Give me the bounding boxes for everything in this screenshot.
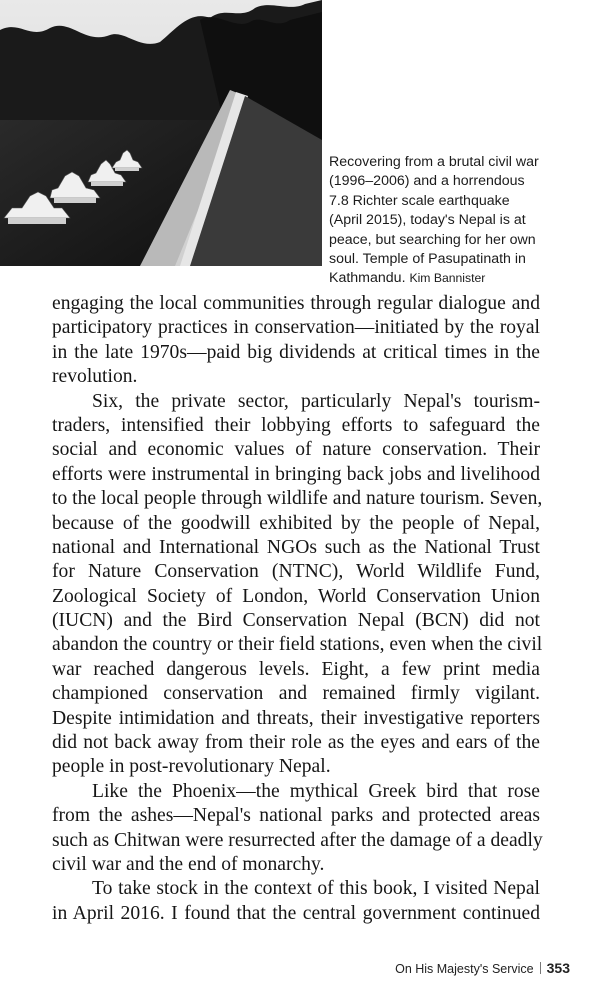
paragraph-1: [52, 292, 540, 390]
footer-divider: [540, 962, 541, 974]
text-line: for Nature Conservation (NTNC), World Wildlife Fund,: [52, 561, 540, 583]
text-line: revolution.: [52, 366, 138, 388]
text-line: To take stock in the context of this book, I visited Nepal: [92, 878, 540, 900]
photo-caption: [329, 153, 591, 289]
text-line: Six, the private sector, particularly Nepal's tourism-: [92, 390, 540, 412]
caption-line: soul. Temple of Pasupatinath in: [329, 251, 526, 268]
caption-line-last: [329, 269, 591, 288]
text-line: participatory practices in conservation—initiated by the royal: [52, 317, 540, 339]
caption-text: Kathmandu.: [329, 270, 406, 287]
paragraph-4: [52, 877, 540, 926]
text-line: from the ashes—Nepal's national parks and protected areas: [52, 805, 540, 827]
text-line: civil war and the end of monarchy.: [52, 853, 325, 875]
caption-line: Recovering from a brutal civil war: [329, 154, 539, 170]
text-line: such as Chitwan were resurrected after the damage of a deadly: [52, 829, 543, 851]
temple-photo: [0, 0, 322, 266]
caption-line: peace, but searching for her own: [329, 231, 536, 248]
text-line: Like the Phoenix—the mythical Greek bird that rose: [92, 780, 540, 802]
text-line: championed conservation and remained firmly vigilant.: [52, 683, 540, 705]
photo-credit: Kim Bannister: [409, 271, 486, 286]
temple-photo-illustration: [0, 0, 322, 266]
text-line: traders, intensified their lobbying efforts to safeguard the: [52, 414, 540, 436]
text-line: in April 2016. I found that the central government continued: [52, 902, 540, 924]
text-line: people in post-revolutionary Nepal.: [52, 756, 331, 778]
page-footer: [395, 960, 570, 976]
caption-line: (April 2015), today's Nepal is at: [329, 212, 526, 229]
text-line: efforts were instrumental in bringing back jobs and livelihood: [52, 463, 540, 485]
text-line: engaging the local communities through regular dialogue and: [52, 293, 540, 314]
text-line: because of the goodwill exhibited by the people of Nepal,: [52, 512, 540, 534]
running-title: On His Majesty's Service: [395, 962, 534, 976]
text-line: Despite intimidation and threats, their investigative reporters: [52, 707, 540, 729]
paragraph-3: [52, 780, 543, 878]
text-line: social and economic values of nature conservation. Their: [52, 439, 540, 461]
text-line: national and International NGOs such as the National Trust: [52, 536, 540, 558]
body-text: [52, 292, 543, 926]
caption-line: 7.8 Richter scale earthquake: [329, 192, 510, 209]
text-line: did not back away from their role as the eyes and ears of the: [52, 732, 540, 754]
text-line: abandon the country or their field stations, even when the civil: [52, 634, 543, 656]
text-line: in the late 1970s—paid big dividends at critical times in the: [52, 341, 540, 363]
text-line: war reached dangerous levels. Eight, a few print media: [52, 658, 540, 680]
text-line: Zoological Society of London, World Conservation Union: [52, 585, 540, 607]
caption-line: (1996–2006) and a horrendous: [329, 173, 525, 190]
paragraph-2: [52, 390, 543, 780]
text-line: to the local people through wildlife and nature tourism. Seven,: [52, 488, 543, 510]
page-number: 353: [546, 960, 570, 976]
text-line: (IUCN) and the Bird Conservation Nepal (BCN) did not: [52, 610, 540, 632]
